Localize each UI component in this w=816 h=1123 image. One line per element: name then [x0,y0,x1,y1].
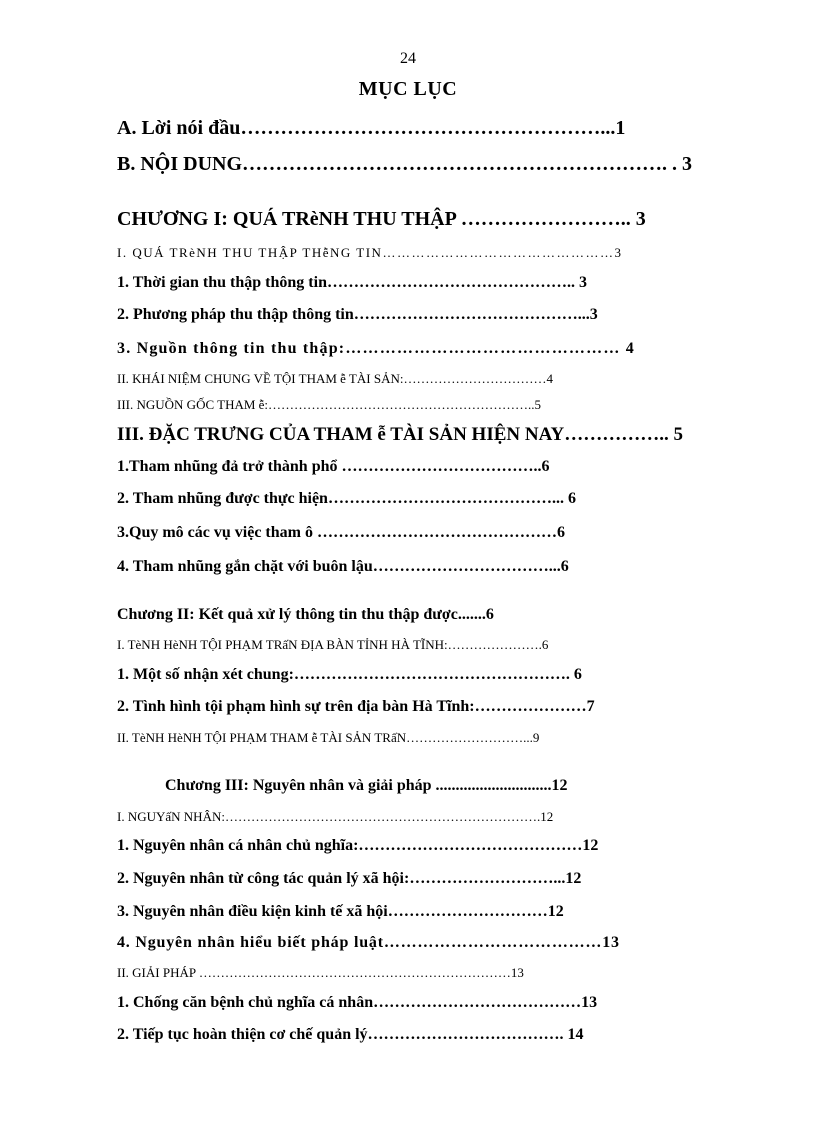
toc-entry-item[interactable]: 2. Nguyên nhân từ công tác quản lý xã hội:………………………...12 [117,870,582,887]
toc-entry-chapter-1[interactable]: CHƯƠNG I: QUÁ TRèNH THU THẬP …………………….. 3 [117,208,646,230]
toc-entry-item[interactable]: 1. Chống căn bệnh chủ nghĩa cá nhân…………………………………13 [117,994,598,1011]
toc-entry-section[interactable]: II. KHÁI NIỆM CHUNG VỀ TỘI THAM ễ TÀI SẢN:……………………………4 [117,371,553,386]
toc-entry-item[interactable]: 1.Tham nhũng đả trở thành phổ ………………………………..6 [117,458,550,475]
toc-entry-section[interactable]: II. TèNH HèNH TỘI PHẠM THAM ễ TÀI SẢN TRấN………………………...9 [117,730,540,745]
toc-entry-section-bold[interactable]: III. ĐẶC TRƯNG CỦA THAM ễ TÀI SẢN HIỆN NAY…………….. 5 [117,424,684,445]
toc-entry-item[interactable]: 2. Tình hình tội phạm hình sự trên địa bàn Hà Tĩnh:…………………7 [117,698,595,715]
toc-entry-section[interactable]: I. QUÁ TRèNH THU THẬP THễNG TIN…………………………………………3 [117,245,623,260]
toc-entry-section[interactable]: III. NGUỒN GỐC THAM ễ:……………………………………………………..5 [117,397,542,412]
toc-entry-item[interactable]: 3. Nguyên nhân điều kiện kinh tế xã hội…………………………12 [117,903,564,920]
toc-entry-item[interactable]: 4. Nguyên nhân hiểu biết pháp luật…………………………………13 [117,934,620,951]
toc-entry-chapter-3[interactable]: Chương III: Nguyên nhân và giải pháp .............................12 [165,777,568,794]
toc-entry-item[interactable]: 4. Tham nhũng gắn chặt với buôn lậu……………………………...6 [117,558,569,575]
toc-entry-section[interactable]: I. TèNH HèNH TỘI PHẠM TRấN ĐỊA BÀN TỈNH HÀ TĨNH:………………….6 [117,637,549,652]
page-title: MỤC LỤC [358,78,458,100]
toc-entry-item[interactable]: 1. Một số nhận xét chung:……………………………………………. 6 [117,666,582,683]
toc-entry-item[interactable]: 3. Nguồn thông tin thu thập:………………………………………… 4 [117,340,635,357]
toc-entry-section[interactable]: I. NGUYấN NHÂN:……………………………………………………………….12 [117,809,554,824]
toc-entry-item[interactable]: 2. Tham nhũng được thực hiện……………………………………... 6 [117,490,576,507]
toc-entry-preface[interactable]: A. Lời nói đầu………………………………………………...1 [117,117,626,139]
toc-entry-content[interactable]: B. NỘI DUNG………………………………………………………. . 3 [117,153,693,175]
toc-entry-item[interactable]: 1. Thời gian thu thập thông tin……………………………………….. 3 [117,274,587,291]
toc-entry-chapter-2[interactable]: Chương II: Kết quả xử lý thông tin thu thập được.......6 [117,606,494,623]
toc-entry-item[interactable]: 2. Tiếp tục hoàn thiện cơ chế quản lý………………………………. 14 [117,1026,584,1043]
page-number: 24 [400,50,416,67]
toc-entry-item[interactable]: 2. Phương pháp thu thập thông tin……………………………………...3 [117,306,598,323]
toc-entry-section[interactable]: II. GIẢI PHÁP ………………………………………………………………13 [117,965,524,980]
toc-entry-item[interactable]: 1. Nguyên nhân cá nhân chủ nghĩa:……………………………………12 [117,837,599,854]
toc-entry-item[interactable]: 3.Quy mô các vụ việc tham ô ………………………………………6 [117,524,565,541]
